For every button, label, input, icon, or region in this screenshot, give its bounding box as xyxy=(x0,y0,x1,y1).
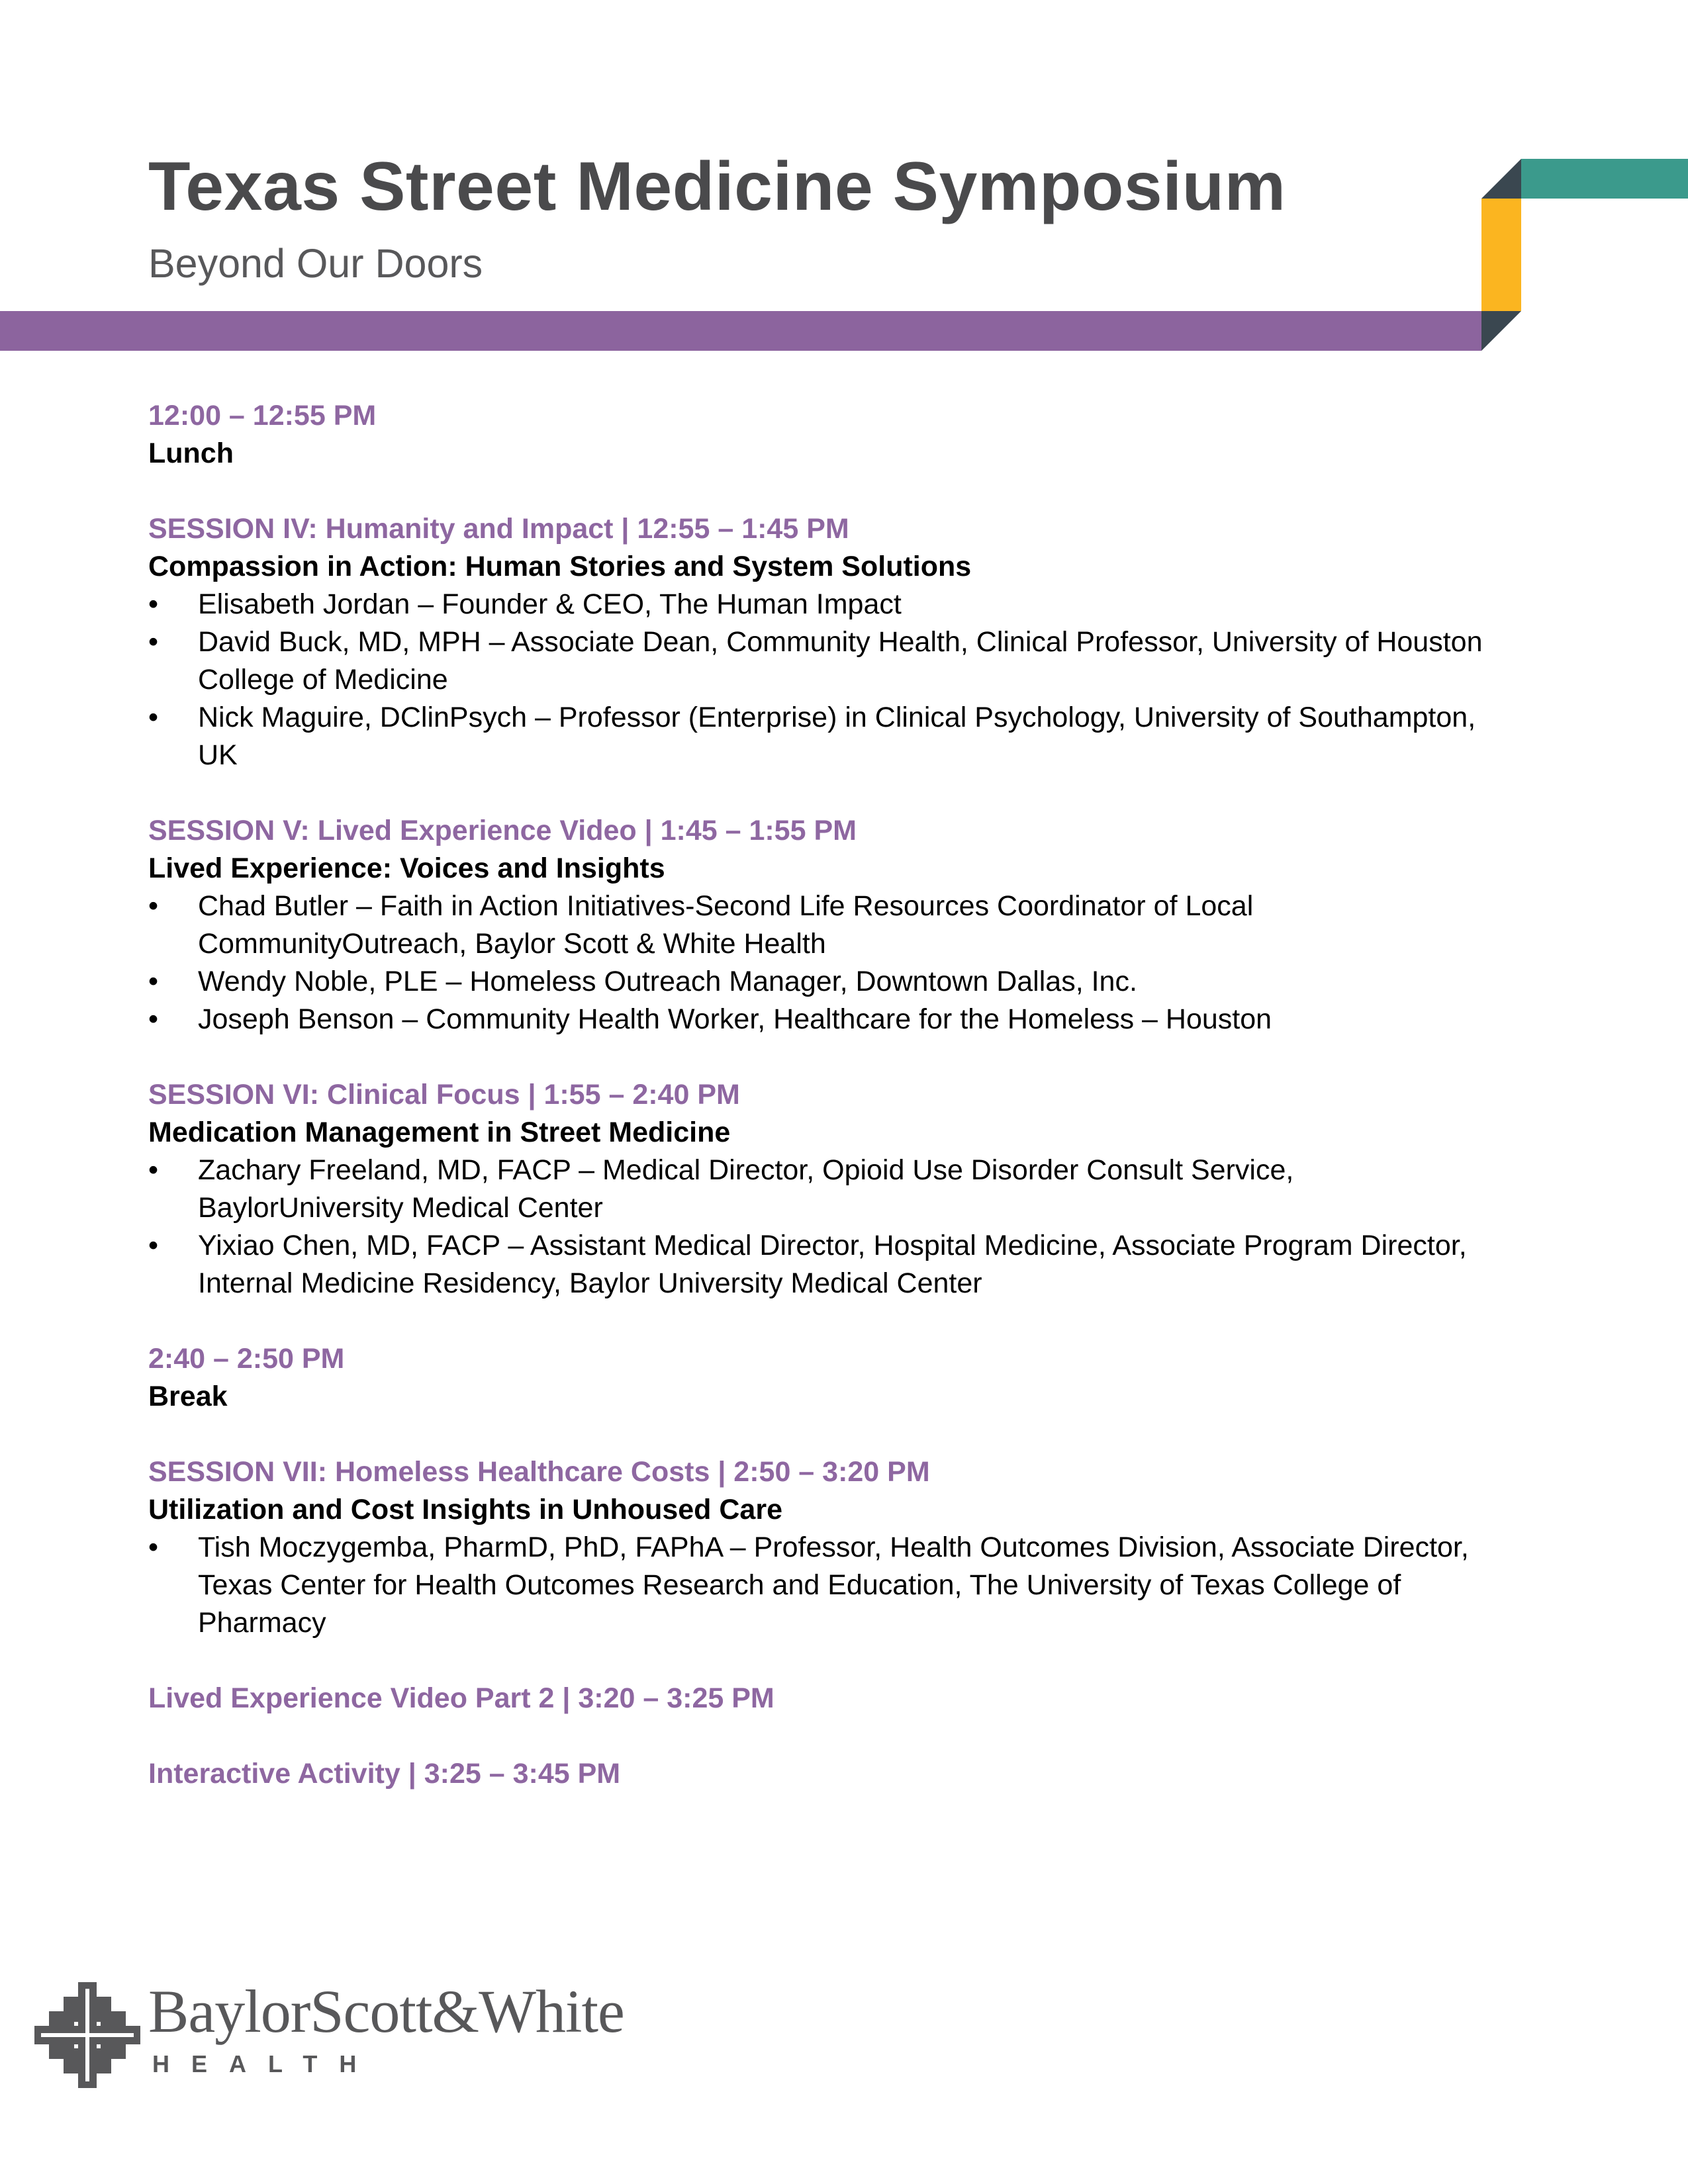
purple-band xyxy=(0,311,1481,351)
session-topic: Lunch xyxy=(148,437,234,469)
session-topic: Medication Management in Street Medicine xyxy=(148,1116,731,1148)
speaker-list xyxy=(148,887,1499,1038)
logo-subtitle: HEALTH xyxy=(152,2050,379,2077)
agenda-block xyxy=(148,510,1499,774)
session-time-heading: SESSION IV: Humanity and Impact | 12:55 – 1:45 PM xyxy=(148,513,849,545)
bullet-icon: • xyxy=(148,1154,159,1186)
teal-strip xyxy=(1521,159,1688,199)
bullet-icon: • xyxy=(148,1230,159,1261)
speaker-list-item xyxy=(148,623,1499,699)
session-topic: Compassion in Action: Human Stories and System Solutions xyxy=(148,551,972,582)
speaker-list-item xyxy=(148,887,1499,963)
speaker-list-item xyxy=(148,1227,1499,1302)
speaker-text: David Buck, MD, MPH – Associate Dean, Community Health, Clinical Professor, University of Houston College of Medicine xyxy=(198,626,1483,696)
agenda-block xyxy=(148,1453,1499,1642)
speaker-text: Chad Butler – Faith in Action Initiatives-Second Life Resources Coordinator of Local CommunityOutreach, Baylor Scott & White Health xyxy=(198,890,1254,960)
session-topic: Lived Experience: Voices and Insights xyxy=(148,852,665,884)
agenda-block xyxy=(148,812,1499,1038)
gold-strip xyxy=(1481,199,1521,311)
logo-wordmark: BaylorScott&White xyxy=(148,1978,624,2045)
session-topic: Break xyxy=(148,1381,228,1412)
header-banner-graphic xyxy=(0,159,1688,357)
speaker-list-item xyxy=(148,586,1499,623)
speaker-list xyxy=(148,1529,1499,1642)
page-subtitle: Beyond Our Doors xyxy=(148,241,483,286)
speaker-text: Joseph Benson – Community Health Worker, Healthcare for the Homeless – Houston xyxy=(198,1003,1272,1035)
agenda-block xyxy=(148,1755,1499,1793)
session-time-heading: Lived Experience Video Part 2 | 3:20 – 3:25 PM xyxy=(148,1682,774,1714)
speaker-list-item xyxy=(148,963,1499,1001)
speaker-text: Nick Maguire, DClinPsych – Professor (Enterprise) in Clinical Psychology, University of Southampton, UK xyxy=(198,702,1476,771)
speaker-text: Elisabeth Jordan – Founder & CEO, The Human Impact xyxy=(198,588,902,620)
speaker-list-item xyxy=(148,1152,1499,1227)
speaker-text: Zachary Freeland, MD, FACP – Medical Director, Opioid Use Disorder Consult Service, BaylorUniversity Medical Center xyxy=(198,1154,1294,1224)
agenda-block xyxy=(148,1340,1499,1416)
speaker-text: Yixiao Chen, MD, FACP – Assistant Medical Director, Hospital Medicine, Associate Program Director, Internal Medicine Residency, Baylor University Medical Center xyxy=(198,1230,1467,1299)
session-time-heading: 2:40 – 2:50 PM xyxy=(148,1343,345,1375)
session-time-heading: Interactive Activity | 3:25 – 3:45 PM xyxy=(148,1758,621,1790)
bullet-icon: • xyxy=(148,1003,159,1035)
session-topic: Utilization and Cost Insights in Unhoused Care xyxy=(148,1494,782,1525)
bullet-icon: • xyxy=(148,702,159,733)
agenda-block xyxy=(148,397,1499,473)
bullet-icon: • xyxy=(148,626,159,658)
session-time-heading: 12:00 – 12:55 PM xyxy=(148,400,377,432)
page-title: Texas Street Medicine Symposium xyxy=(148,148,1286,225)
speaker-list xyxy=(148,586,1499,774)
bullet-icon: • xyxy=(148,1531,159,1563)
speaker-list-item xyxy=(148,1529,1499,1642)
speaker-text: Wendy Noble, PLE – Homeless Outreach Manager, Downtown Dallas, Inc. xyxy=(198,966,1137,997)
bullet-icon: • xyxy=(148,966,159,997)
agenda-block xyxy=(148,1076,1499,1302)
session-time-heading: SESSION VI: Clinical Focus | 1:55 – 2:40 PM xyxy=(148,1079,740,1111)
agenda-block xyxy=(148,1680,1499,1717)
cross-star-logo-icon xyxy=(34,1982,140,2088)
session-time-heading: SESSION VII: Homeless Healthcare Costs | 2:50 – 3:20 PM xyxy=(148,1456,930,1488)
session-time-heading: SESSION V: Lived Experience Video | 1:45 – 1:55 PM xyxy=(148,815,857,846)
bullet-icon: • xyxy=(148,588,159,620)
baylor-scott-white-logo xyxy=(34,1978,630,2095)
bullet-icon: • xyxy=(148,890,159,922)
speaker-text: Tish Moczygemba, PharmD, PhD, FAPhA – Professor, Health Outcomes Division, Associate Director, Texas Center for Health Outcomes Research and Education, The University of Texas College of Pharmacy xyxy=(198,1531,1469,1639)
dark-fold-top xyxy=(1481,159,1521,199)
speaker-list-item xyxy=(148,1001,1499,1038)
dark-fold-bottom xyxy=(1481,311,1521,351)
agenda xyxy=(148,397,1499,1831)
speaker-list xyxy=(148,1152,1499,1302)
speaker-list-item xyxy=(148,699,1499,774)
